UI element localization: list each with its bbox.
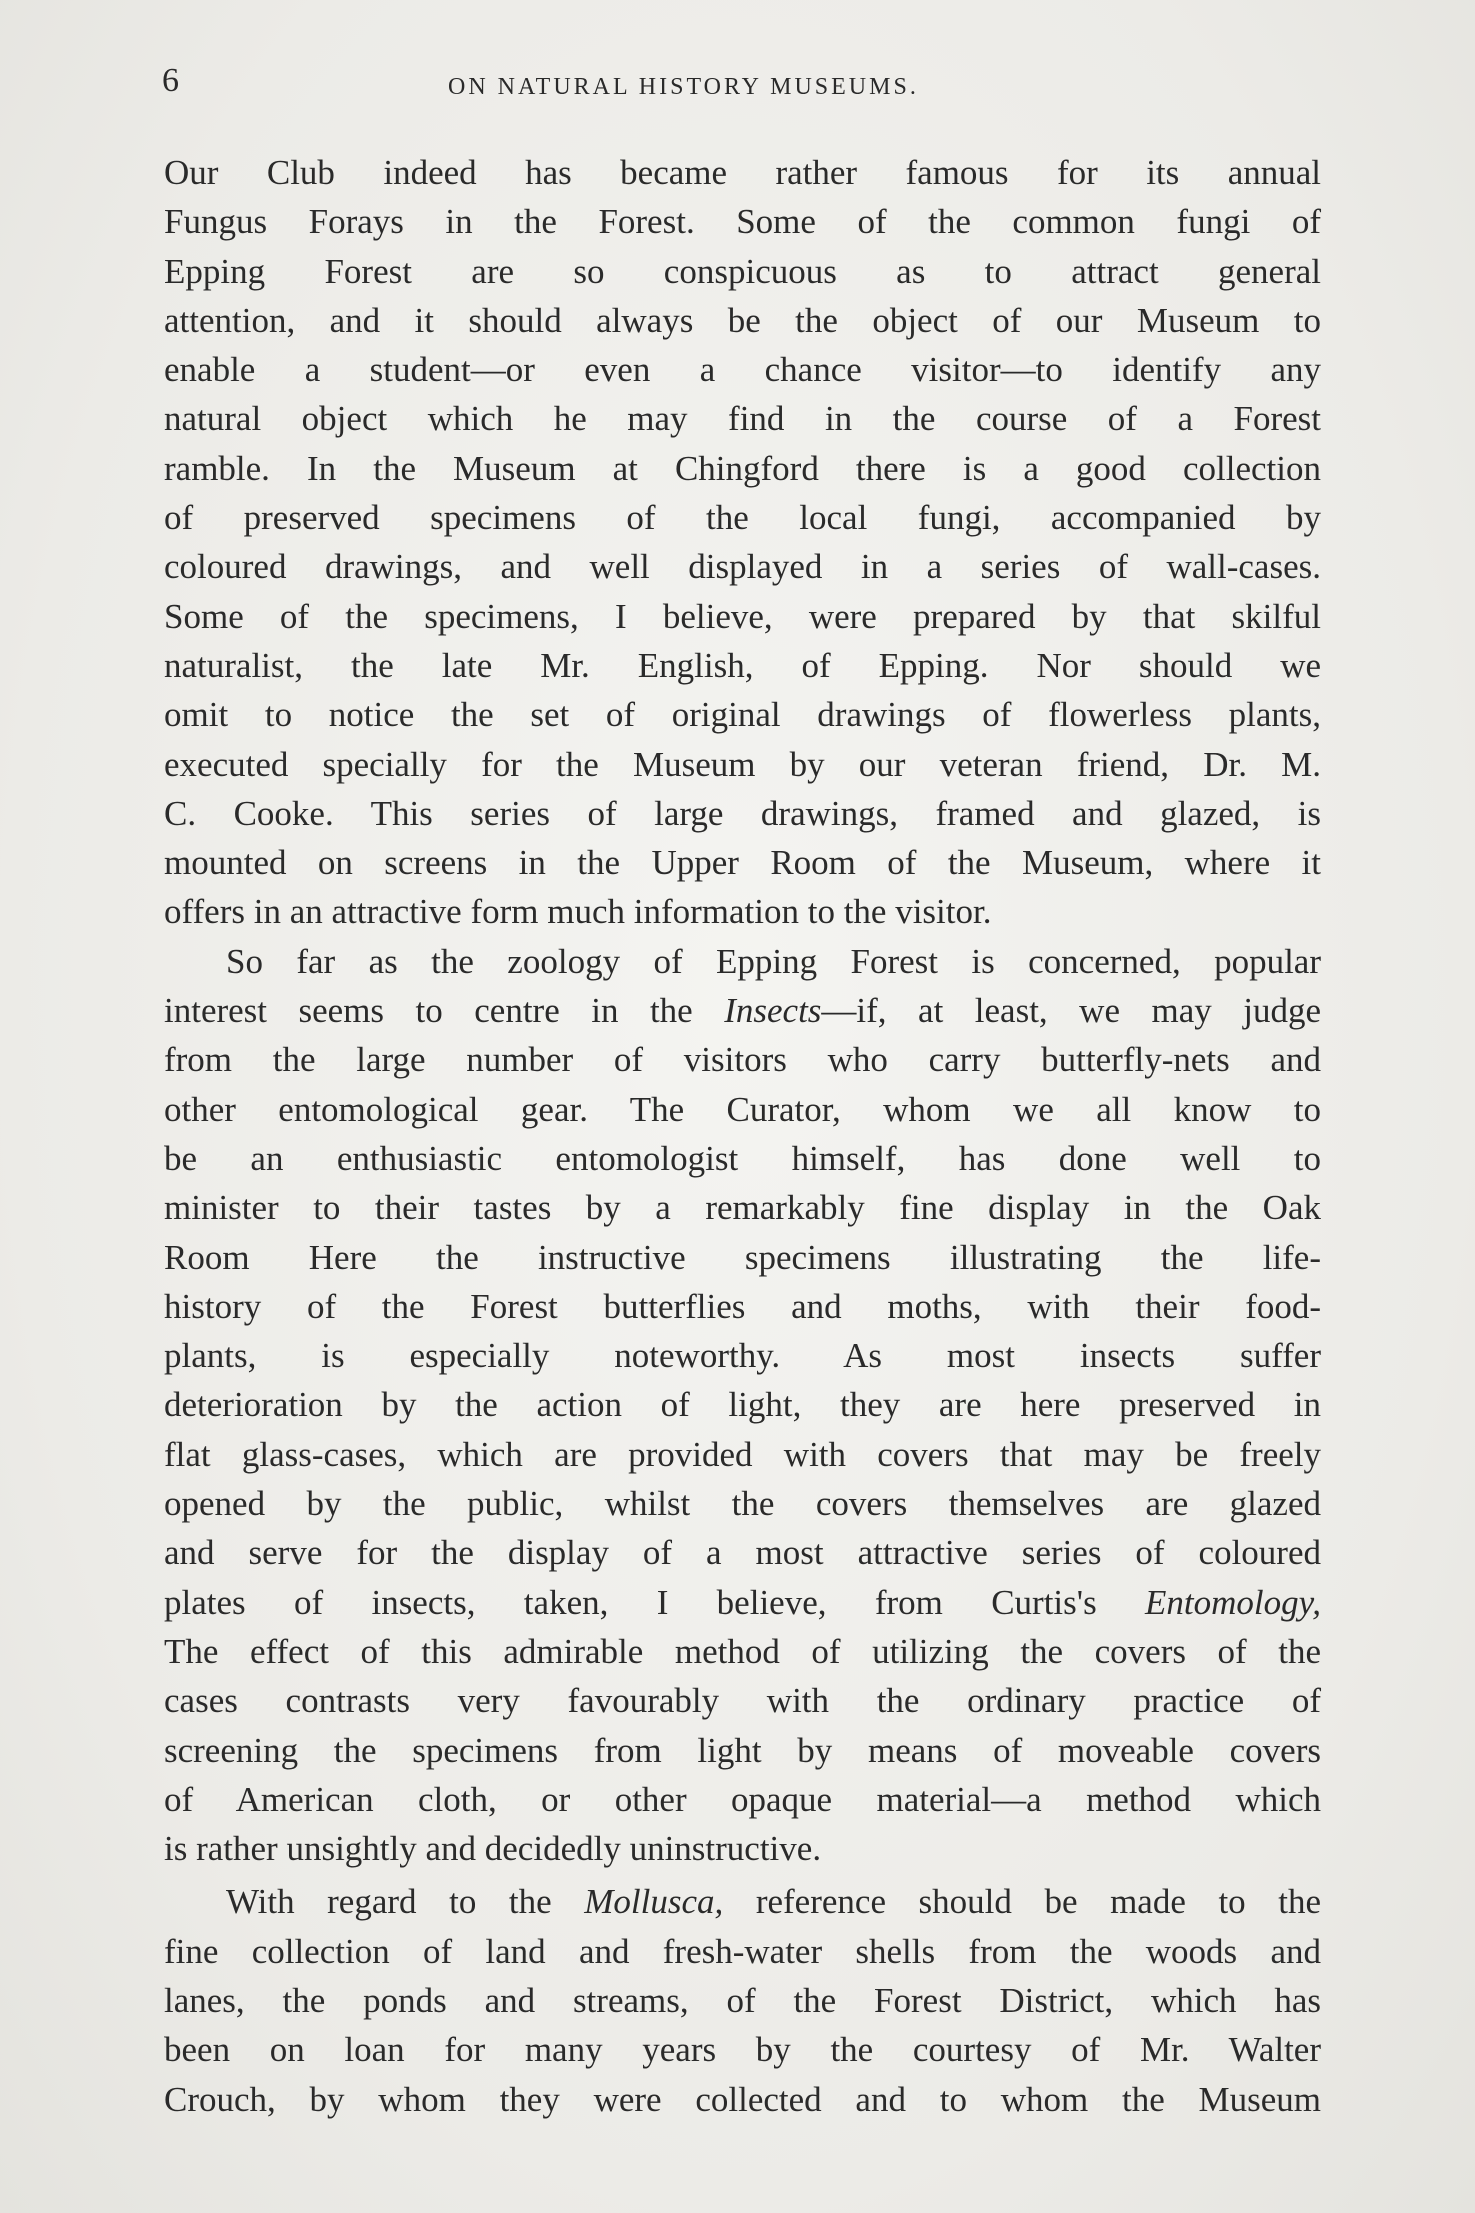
body-text (164, 148, 1321, 2124)
italic-term-entomology: Entomology, (1145, 1582, 1321, 1622)
text-line: So far as the zoology of Epping Forest is concerned, popular (226, 941, 1321, 981)
text-line: screening the specimens from light by means of moveable covers (164, 1730, 1321, 1770)
italic-term-insects: Insects (724, 991, 822, 1031)
text-run: interest seems to centre in the (164, 991, 725, 1031)
text-line: lanes, the ponds and streams, of the Forest District, which has (164, 1980, 1321, 2020)
text-line: Epping Forest are so conspicuous as to attract general (164, 251, 1321, 291)
running-head (162, 62, 1322, 112)
text-line: naturalist, the late Mr. English, of Epping. Nor should we (164, 645, 1321, 685)
text-run: reference should be made to the (723, 1882, 1322, 1922)
text-run: plates of insects, taken, I believe, from Curtis's (164, 1582, 1146, 1622)
text-line (164, 1578, 1321, 1627)
text-line: opened by the public, whilst the covers themselves are glazed (164, 1484, 1321, 1524)
text-line: is rather unsightly and decidedly uninstructive. (164, 1829, 822, 1869)
paragraph-insects (164, 937, 1321, 1874)
text-line: minister to their tastes by a remarkably fine display in the Oak (164, 1188, 1321, 1228)
text-line: Crouch, by whom they were collected and to whom the Museum (164, 2079, 1321, 2119)
text-line: executed specially for the Museum by our veteran friend, Dr. M. (164, 744, 1321, 784)
text-line: C. Cooke. This series of large drawings, framed and glazed, is (164, 793, 1321, 833)
text-line: cases contrasts very favourably with the ordinary practice of (164, 1681, 1321, 1721)
text-line: and serve for the display of a most attractive series of coloured (164, 1533, 1321, 1573)
page-number: 6 (162, 62, 179, 99)
italic-term-mollusca: Mollusca, (584, 1882, 724, 1922)
text-line: history of the Forest butterflies and moths, with their food- (164, 1286, 1321, 1326)
text-line: of American cloth, or other opaque material—a method which (164, 1779, 1321, 1819)
text-line: Room Here the instructive specimens illustrating the life- (164, 1237, 1321, 1277)
text-line: Fungus Forays in the Forest. Some of the common fungi of (164, 202, 1321, 242)
text-line: been on loan for many years by the courtesy of Mr. Walter (164, 2030, 1321, 2070)
text-line: of preserved specimens of the local fungi, accompanied by (164, 498, 1321, 538)
text-line: ramble. In the Museum at Chingford there is a good collection (164, 448, 1321, 488)
text-line: Our Club indeed has became rather famous for its annual (164, 153, 1321, 192)
text-line: offers in an attractive form much information to the visitor. (164, 892, 992, 932)
text-line: The effect of this admirable method of utilizing the covers of the (164, 1631, 1321, 1671)
text-line: deterioration by the action of light, they are here preserved in (164, 1385, 1321, 1425)
paragraph-mollusca (164, 1877, 1321, 2123)
text-line: natural object which he may find in the course of a Forest (164, 399, 1321, 439)
running-title: ON NATURAL HISTORY MUSEUMS. (448, 74, 919, 100)
paragraph-fungi (164, 148, 1321, 937)
text-run: —if, at least, we may judge (821, 991, 1321, 1031)
text-line (164, 986, 1321, 1035)
text-line (164, 1877, 1321, 1926)
text-line: mounted on screens in the Upper Room of the Museum, where it (164, 843, 1321, 883)
text-line: plants, is especially noteworthy. As most insects suffer (164, 1336, 1321, 1376)
text-line: Some of the specimens, I believe, were prepared by that skilful (164, 596, 1321, 636)
text-line: be an enthusiastic entomologist himself, has done well to (164, 1138, 1321, 1178)
text-line: enable a student—or even a chance visitor—to identify any (164, 350, 1321, 390)
text-line: coloured drawings, and well displayed in a series of wall-cases. (164, 547, 1321, 587)
text-run: With regard to the (226, 1882, 585, 1922)
text-line: from the large number of visitors who carry butterfly-nets and (164, 1040, 1321, 1080)
text-line: attention, and it should always be the object of our Museum to (164, 300, 1321, 340)
text-line: fine collection of land and fresh-water shells from the woods and (164, 1931, 1321, 1971)
text-line: flat glass-cases, which are provided with covers that may be freely (164, 1434, 1321, 1474)
text-line: omit to notice the set of original drawings of flowerless plants, (164, 695, 1321, 735)
text-line: other entomological gear. The Curator, whom we all know to (164, 1089, 1321, 1129)
